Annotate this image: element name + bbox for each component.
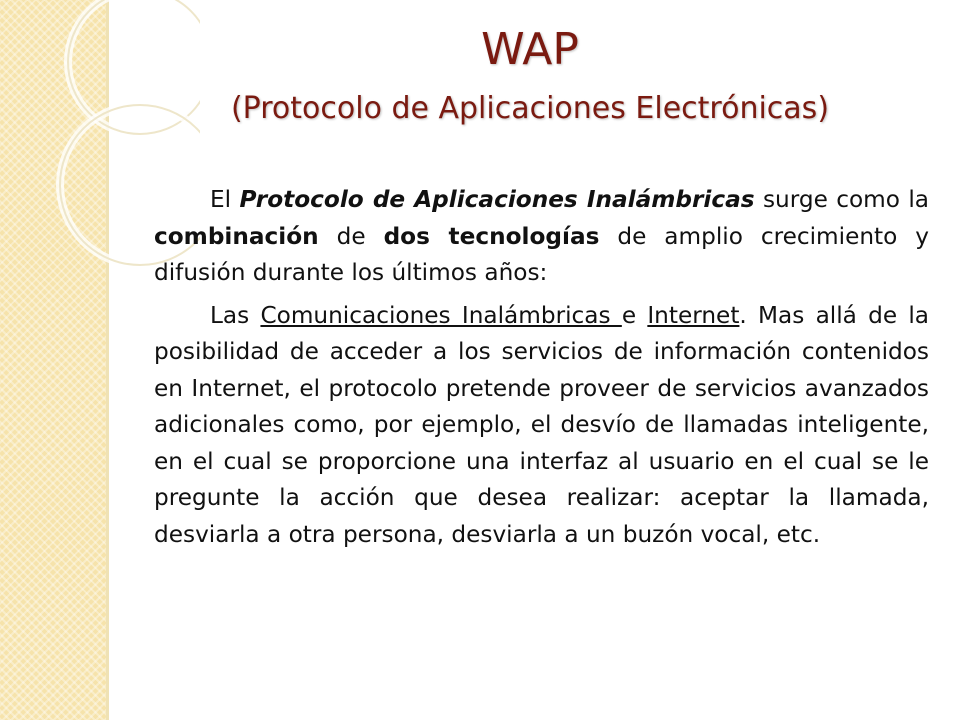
p1-bold-combinacion: combinación: [154, 222, 319, 250]
slide-body: [154, 182, 929, 553]
p2-underline-comunicaciones: Comunicaciones Inalámbricas: [260, 301, 622, 329]
p1-text-2: surge como la: [754, 186, 929, 213]
p1-bold-italic-term: Protocolo de Aplicaciones Inalámbricas: [239, 186, 755, 213]
slide-subtitle: (Protocolo de Aplicaciones Electrónicas): [230, 91, 830, 126]
p2-text-3: . Mas allá de la posibilidad de acceder a los servicios de información contenidos en Internet, el protocolo pretende proveer de servicios avanzados adicionales como, por ejemplo, el desvío de llamadas inteligente, en el cual se proporcione una interfaz al usuario en el cual se le pregunte la acción que desea realizar: aceptar la llamada, desviarla a otra persona, desviarla a un buzón vocal, etc.: [154, 301, 929, 548]
p2-text-1: Las: [210, 301, 261, 329]
paragraph-1: [154, 182, 929, 292]
slide-title: WAP: [481, 24, 579, 75]
p1-text-3: de: [318, 222, 384, 250]
p1-bold-dos-tecnologias: dos tecnologías: [383, 222, 600, 250]
p2-underline-internet: Internet: [647, 301, 740, 329]
p1-text-4: de amplio crecimiento y difusión durante los últimos años:: [154, 222, 929, 286]
paragraph-2: [154, 298, 929, 554]
p2-text-2: e: [621, 301, 648, 329]
p1-text-1: El: [210, 186, 240, 213]
